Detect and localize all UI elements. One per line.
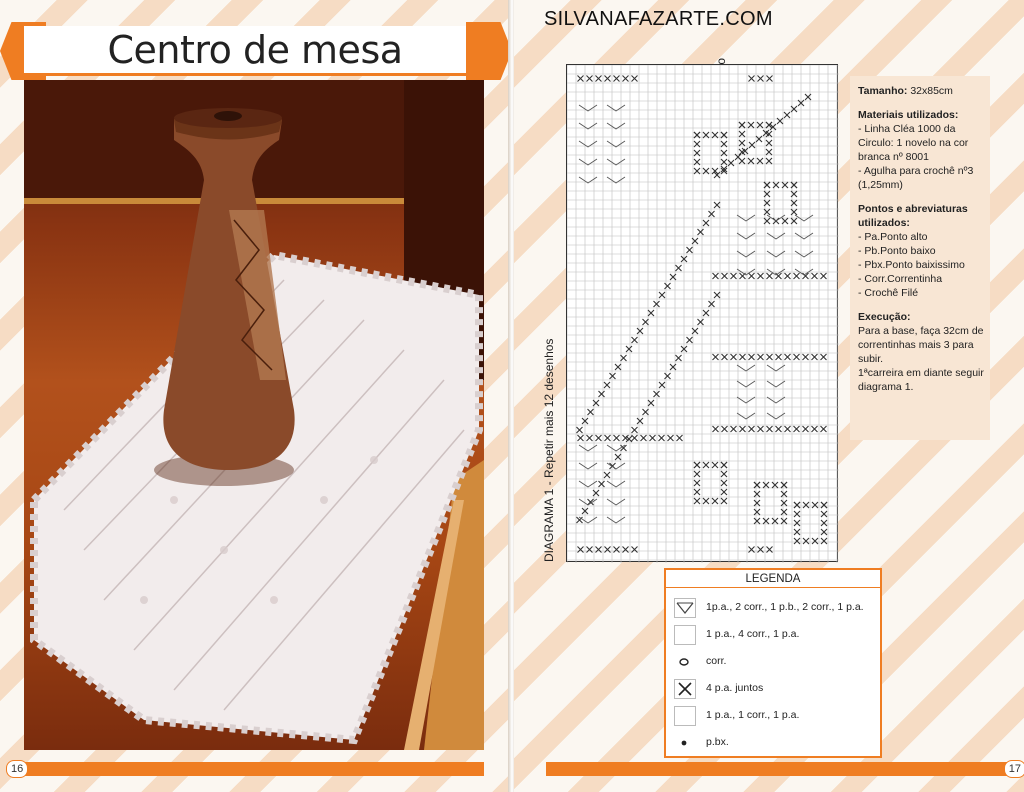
footer-bar — [546, 762, 1016, 776]
footer-bar — [24, 762, 484, 776]
legend-item — [674, 704, 874, 728]
photo-illustration — [24, 80, 484, 750]
execution-title: Execução: — [858, 311, 911, 323]
legend-item — [674, 677, 874, 701]
table-runner-photo — [24, 80, 484, 750]
v-stitch-icon — [674, 598, 696, 618]
right-page — [514, 0, 1024, 792]
crochet-diagram — [566, 64, 838, 562]
legend-item — [674, 623, 874, 647]
dot-icon — [674, 733, 696, 753]
chain-oval-icon — [674, 652, 696, 672]
site-watermark: SILVANAFAZARTE.COM — [544, 8, 773, 30]
size-value: 32x85cm — [910, 85, 953, 97]
x-cluster-icon — [674, 679, 696, 699]
legend-label: 1p.a., 2 corr., 1 p.b., 2 corr., 1 p.a. — [706, 601, 864, 613]
stitch-item: - Crochê Filé — [858, 287, 919, 299]
legend-item — [674, 731, 874, 755]
page-number: 16 — [6, 760, 28, 778]
page-number: 17 — [1004, 760, 1024, 778]
info-box — [850, 76, 990, 440]
open-mesh-icon — [674, 625, 696, 645]
materials-title: Materiais utilizados: — [858, 109, 959, 121]
legend-label: p.bx. — [706, 736, 729, 748]
diagram-grid — [567, 65, 839, 563]
execution-section — [858, 310, 984, 394]
legend-label: 4 p.a. juntos — [706, 682, 764, 694]
stitch-item: - Pa.Ponto alto — [858, 231, 928, 243]
size-section — [858, 84, 984, 98]
empty-square-icon — [674, 706, 696, 726]
materials-section — [858, 108, 984, 192]
execution-text: Para a base, faça 32cm de correntinhas mais 3 para subir. — [858, 325, 984, 365]
legend-box — [664, 568, 882, 758]
execution-text-2: 1ªcarreira em diante seguir diagrama 1. — [858, 367, 984, 393]
material-item: - Agulha para crochê nº3 (1,25mm) — [858, 165, 974, 191]
legend-label: 1 p.a., 1 corr., 1 p.a. — [706, 709, 800, 721]
diagram-caption: DIAGRAMA 1 - Repetir mais 12 desenhos — [542, 338, 556, 562]
size-label: Tamanho: — [858, 85, 908, 97]
legend-item — [674, 650, 874, 674]
stitches-title: Pontos e abreviaturas utilizados: — [858, 203, 968, 229]
legend-title: LEGENDA — [666, 570, 880, 588]
page-title: Centro de mesa — [107, 28, 403, 72]
legend-label: corr. — [706, 655, 727, 667]
legend-label: 1 p.a., 4 corr., 1 p.a. — [706, 628, 800, 640]
stitch-item: - Pbx.Ponto baixissimo — [858, 259, 965, 271]
stitch-item: - Pb.Ponto baixo — [858, 245, 936, 257]
legend-item — [674, 596, 874, 620]
stitch-item: - Corr.Correntinha — [858, 273, 943, 285]
left-page — [0, 0, 510, 792]
material-item: - Linha Cléa 1000 da Circulo: 1 novelo na cor branca nº 8001 — [858, 123, 969, 163]
title-banner — [0, 22, 510, 80]
stitches-section — [858, 202, 984, 300]
